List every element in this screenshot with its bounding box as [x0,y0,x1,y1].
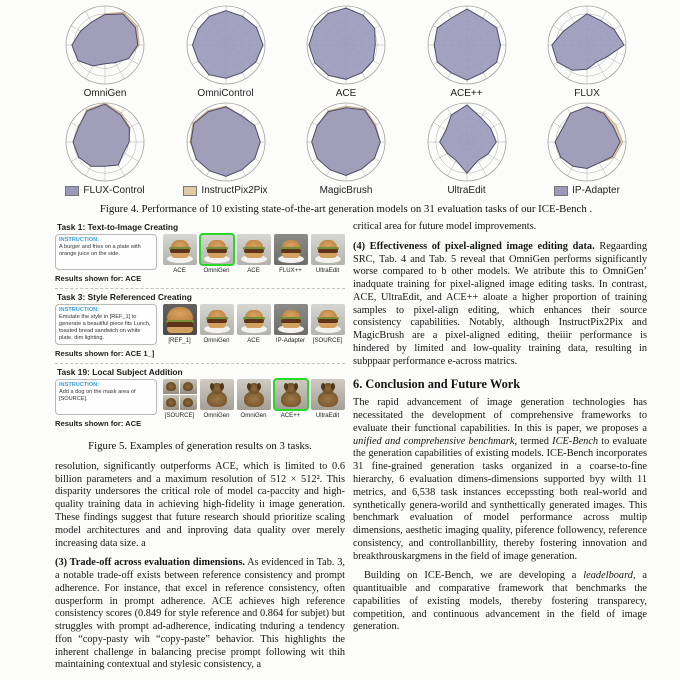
model-polygon [72,14,138,66]
instruction-text: Add a dog on the mask area of [SOURCE]. [59,388,136,402]
radar-chart-ultraedit [424,99,510,185]
results-shown-for-line: Results shown for: ACE [55,418,142,428]
result-image-label: UltraEdit [315,267,340,274]
result-image-label: OmniGen [203,337,230,344]
task-content-row [55,234,345,283]
instruction-text: A burger and fries on a plate with orange juice on the side. [59,244,141,257]
result-image-label: OmniGen [240,411,267,419]
result-image [311,234,345,265]
radar-chart-cell [289,2,403,99]
photo-art [167,327,193,333]
task-title: Task 3: Style Referenced Creating [57,292,192,302]
result-thumbnail-item [236,379,271,428]
result-image [200,379,234,410]
text-segment: ICE-Bench [552,435,599,447]
model-name-label: MagicBrush [319,185,373,196]
photo-art [284,383,288,390]
photo-art [282,253,300,258]
instruction-text: Emutate the style in [REF_1] to generate a beautiful piece fits Lunch, toasted bread sandwich on white plate, dim lighting. [59,314,151,341]
mini-dog-art [183,398,193,407]
photo-art [282,323,300,328]
result-thumbnail-item [199,234,234,283]
model-name-label: FLUX [574,88,600,99]
result-image [200,304,234,335]
text-segment: leadelboard [583,570,633,582]
photo-art [294,383,298,390]
model-name-label: ACE [335,88,357,99]
photo-art [321,383,325,390]
result-thumbnail-item [236,304,271,358]
figure5-caption: Figure 5. Examples of generation results on 3 tasks. [88,439,312,452]
model-legend-entry [574,88,600,99]
legend-swatch-icon [65,186,79,196]
result-image-label: ACE [247,337,260,344]
photo-art [319,253,337,258]
task-instruction-column [55,379,157,428]
result-image-label: OmniGen [203,267,230,274]
left-paragraph-1: resolution, significantly outperforms ACE, which is limited to 0.6 billion parameters and a maximum resolution of 512 × 512². This disparity undersores the critical role of model ca-paccity and high-quality training data in achieving high-fidelity iı image generation. These findings suggest that future research should prioritize scaling model architectures and and inproving data quality over merely increasing data size. a [55,460,345,549]
photo-art [171,253,189,258]
radar-chart-cell [410,2,524,99]
model-polygon [309,8,375,79]
model-polygon [190,107,259,176]
photo-art [210,383,214,390]
model-name-label: FLUX-Control [83,185,145,196]
text-segment: Building on ICE-Bench, we are developing a [364,570,584,582]
left-paragraph-2-lead: (3) Trade-off across evaluation dimensions. [55,557,245,569]
collage-cell [163,395,180,410]
instruction-label: INSTRUCTION: [59,381,100,388]
result-thumbnail-strip [162,304,345,358]
result-image-label: [SOURCE] [164,411,195,419]
instruction-box [55,234,157,270]
radar-chart-cell [530,99,644,196]
result-image [311,304,345,335]
text-segment: , a quantituaible and comparative framework that benchmarks the capabilities of existing models, thereby fostering transparecy, competition, and continuous advancement in the field of image generation. [353,570,647,633]
radar-chart-ip-adapter [544,99,630,185]
result-image [163,234,197,265]
right-paragraph-1-lead: (4) Effectiveness of pixel-aligned image editing data. [353,240,595,252]
result-image [163,304,197,335]
result-image [237,234,271,265]
model-legend-entry [447,185,485,196]
radar-chart-cell [530,2,644,99]
right-paragraph-1-rest: Regaarding SRC, Tab. 4 and Tab. 5 reveal that OmniGen performs significantly worse compared to b other models. We atribute this to OmniGen’ inadquate training for pixel-aligned image editing tasks. In contrast, ACE, UltraEdit, and ACE++ aloate a higher proportion of training samples to pixel-align editing, which enhances their source consistency capabilities. Notably, although InstructPix2Pix and MagicBrush are a pixel-aligned editing, theiiir performance is hindered by limited and low-quality training data, resulting in subppaar performance e-across matrics. [353,240,647,367]
result-image-label: OmniGen [203,411,230,419]
radar-chart-grid [48,2,644,196]
right-paragraph-0: critical area for future model improvements. [353,221,537,232]
task-content-row [55,304,345,358]
instruction-label: INSTRUCTION: [59,237,100,243]
result-thumbnail-item [310,304,345,358]
photo-art [163,379,197,410]
model-legend-entry [450,88,482,99]
model-name-label: IP-Adapter [572,185,620,196]
two-column-body [55,221,647,679]
result-thumbnail-item [273,379,308,428]
photo-art [167,307,193,321]
radar-chart-magicbrush [303,99,389,185]
photo-art [319,323,337,328]
right-column [353,221,647,679]
collage-cell [163,379,180,394]
result-image-label: [SOURCE] [312,337,343,344]
instruction-box [55,379,157,415]
result-image [274,304,308,335]
photo-art [208,253,226,258]
model-legend-entry [336,88,357,99]
radar-chart-flux-control [62,99,148,185]
model-polygon [439,105,496,173]
instruction-label: INSTRUCTION: [59,307,100,313]
figure4-radar-charts [48,2,644,215]
result-image-label: ACE [173,267,186,274]
task-content-row [55,379,345,428]
radar-chart-cell [169,99,283,196]
conclusion-heading: 6. Conclusion and Future Work [353,377,521,392]
photo-art [257,383,261,390]
collage-cell [180,395,197,410]
result-image-highlighted [274,379,308,410]
left-paragraph-2-rest: As evidenced in Tab. 3, a notable trade-off exists between reference consistency and prompt adherence. For instance, that excel in reference consistency, often ɑusperform in prompt adherence. ACE achieves high reference consistency scores (0.849 for style reference and 0.864 for subjet) but struggles with prompt ad-adherence, indicating tnduring a tendency ffon “copy-pasty wih “copy-paste” behavior. This highlights the inherent challenge in balancing precise prompt following wit thih maintaining contextual and stylesic consistency, a [55,557,345,671]
task-block-2 [55,288,345,360]
model-name-label: UltraEdit [447,185,486,196]
instruction-box [55,304,157,345]
result-thumbnail-strip [162,234,345,283]
task-block-3 [55,363,345,430]
result-thumbnail-item [273,304,308,358]
model-legend-entry [554,185,620,196]
right-paragraph-2 [353,397,647,563]
task-instruction-column [55,234,157,283]
photo-art [245,253,263,258]
model-name-label: ACE++ [450,88,483,99]
text-segment: , termed [514,435,553,447]
result-image [311,379,345,410]
result-thumbnail-item [162,234,197,283]
results-shown-for-line: Results shown for: ACE 1_] [55,348,155,358]
task-title: Task 1: Text-to-Image Creating [57,222,179,232]
radar-chart-cell [48,2,162,99]
photo-art [245,323,263,328]
model-polygon [312,108,381,176]
legend-swatch-icon [554,186,568,196]
radar-chart-omnigen [62,2,148,88]
task-block-1 [55,221,345,285]
result-image [237,304,271,335]
mini-dog-art [166,382,176,391]
text-segment: to evaluate the generation capabilities of existing models. ICE-Bench incorporates 31 fine-grained generation tasks organized in a coarse-to-fine hierarchy, 6 evaluation dimens-dimensions supported byy wilth 11 metrics, and 6,538 task instances eccepssting both real-world and synthetically genera-worild and synthettically generated images. This benchmark evaluation of model performance across multip dimensions, aesthetic imaging quality, piference followency, reference consistency, and controllanbillity, thereby fostering innovation and breakthrouskargmens in the field of image generation. [353,435,647,562]
result-thumbnail-item [273,234,308,283]
result-thumbnail-item [162,304,197,358]
result-image-label: UltraEdit [315,411,340,419]
photo-art [208,323,226,328]
result-thumbnail-item [162,379,197,428]
photo-art [220,383,224,390]
model-name-label: OmniGen [83,88,127,99]
radar-chart-instructpix2pix [183,99,269,185]
right-paragraph-3 [353,570,647,634]
radar-chart-omnicontrol [183,2,269,88]
result-thumbnail-item [199,379,234,428]
figure5-task-list [55,221,345,430]
left-paragraph-2 [55,557,345,672]
result-image-label: FLUX++ [279,267,302,274]
task-title: Task 19: Local Subject Addition [57,366,183,377]
figure5-examples [55,221,345,452]
model-polygon [192,11,263,79]
right-paragraph-1 [353,241,647,369]
result-thumbnail-strip [162,379,345,428]
radar-chart-cell [289,99,403,196]
result-image-label: IP-Adapter [275,337,306,344]
radar-chart-cell [410,99,524,196]
result-thumbnail-item [310,379,345,428]
model-polygon [434,9,500,80]
radar-chart-row-2 [48,99,644,196]
radar-chart-ace++ [424,2,510,88]
model-name-label: InstructPix2Pix [201,185,268,196]
model-name-label: OmniControl [197,88,254,99]
result-image-label: ACE [247,267,260,274]
model-legend-entry [320,185,373,196]
left-column [55,221,345,679]
mini-dog-art [166,398,176,407]
collage-cell [180,379,197,394]
text-segment: unified and comprehensive benchmark [353,435,515,447]
photo-art [247,383,251,390]
model-legend-entry [197,88,253,99]
radar-chart-flux [544,2,630,88]
result-image-label: ACE++ [280,411,301,419]
model-legend-entry [84,88,127,99]
figure4-caption: Figure 4. Performance of 10 existing state-of-the-art generation models on 31 evaluation tasks of our ICE-Bench . [99,203,593,215]
result-image-highlighted [200,234,234,265]
results-shown-for-line: Results shown for: ACE [55,274,142,283]
result-image-label: [REF_1] [168,337,191,344]
radar-chart-cell [48,99,162,196]
model-legend-entry [65,185,144,196]
mini-dog-art [183,382,193,391]
result-image [274,234,308,265]
text-segment: The rapid advancement of image generation technologies has necessitated the development of comprehensive frameworks to evaluate their functional capabilities. In this is paper, we proposes a [353,397,647,434]
radar-chart-row-1 [48,2,644,99]
result-thumbnail-item [236,234,271,283]
result-thumbnail-item [199,304,234,358]
radar-chart-cell [169,2,283,99]
legend-swatch-icon [183,186,197,196]
radar-chart-ace [303,2,389,88]
result-image [237,379,271,410]
result-thumbnail-item [310,234,345,283]
model-legend-entry [183,185,267,196]
result-image [163,379,197,410]
photo-art [331,383,335,390]
task-instruction-column [55,304,157,358]
